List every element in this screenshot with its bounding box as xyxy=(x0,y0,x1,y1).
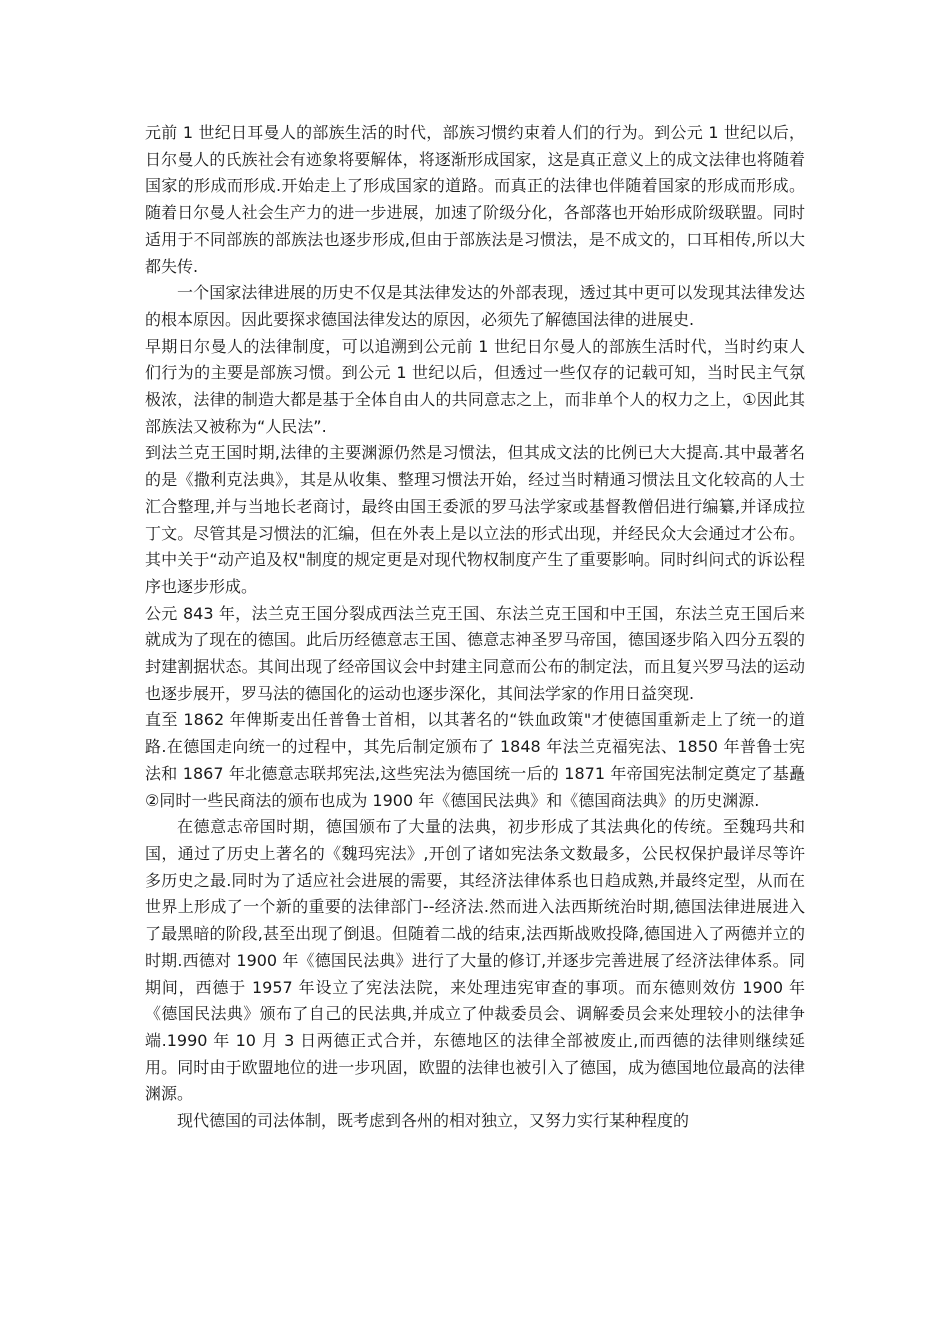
paragraph-frankish-kingdom: 到法兰克王国时期,法律的主要渊源仍然是习惯法，但其成文法的比例已大大提高.其中最著名的是《撒利克法典》，其是从收集、整理习惯法开始，经过当时精通习惯法且文化较高的人士汇合整理,并与当地长老商讨，最终由国王委派的罗马法学家或基督教僧侣进行编纂,并译成拉丁文。尽管其是习惯法的汇编，但在外表上是以立法的形式出现，并经民众大会通过才公布。其中关于“动产追及权"制度的规定更是对现代物权制度产生了重要影响。同时纠问式的诉讼程序也逐步形成。 xyxy=(145,443,805,596)
paragraph-843-division: 公元 843 年，法兰克王国分裂成西法兰克王国、东法兰克王国和中王国，东法兰克王国后来就成为了现在的德国。此后历经德意志王国、德意志神圣罗马帝国，德国逐步陷入四分五裂的封建割据状态。其间出现了经帝国议会中封建主同意而公布的制定法，而且复兴罗马法的运动也逐步展开，罗马法的德国化的运动也逐步深化，其间法学家的作用日益突现. xyxy=(145,603,805,703)
document-body xyxy=(145,120,805,1135)
paragraph-early-germanic-law: 早期日尔曼人的法律制度，可以追溯到公元前 1 世纪日尔曼人的部族生活时代，当时约束人们行为的主要是部族习惯。到公元 1 世纪以后，但透过一些仅存的记载可知，当时民主气氛极浓，法律的制造大都是基于全体自由人的共同意志之上，而非单个人的权力之上，①因此其部族法又被称为“人民法”. xyxy=(145,336,805,436)
paragraph-german-empire-period: 在德意志帝国时期，德国颁布了大量的法典，初步形成了其法典化的传统。至魏玛共和国，通过了历史上著名的《魏玛宪法》,开创了诸如宪法条文数最多，公民权保护最详尽等许多历史之最.同时为了适应社会进展的需要，其经济法律体系也日趋成熟,并最终定型，从而在世界上形成了一个新的重要的法律部门--经济法.然而进入法西斯统治时期,德国法律进展进入了最黑暗的阶段,甚至出现了倒退。但随着二战的结束,法西斯战败投降,德国进入了两德并立的时期.西德对 1900 年《德国民法典》进行了大量的修订,并逐步完善进展了经济法律体系。同期间，西德于 1957 年设立了宪法法院，来处理违宪审查的事项。而东德则效仿 1900 年《德国民法典》颁布了自己的民法典,并成立了仲裁委员会、调解委员会来处理较小的法律争端.1990 年 10 月 3 日两德正式合并，东德地区的法律全部被废止,而西德的法律则继续延用。同时由于欧盟地位的进一步巩固，欧盟的法律也被引入了德国，成为德国地位最高的法律渊源。 xyxy=(145,817,805,1104)
paragraph-modern-judicial-system: 现代德国的司法体制，既考虑到各州的相对独立，又努力实行某种程度的 xyxy=(177,1111,690,1131)
paragraph-germanic-tribal-era: 元前 1 世纪日耳曼人的部族生活的时代，部族习惯约束着人们的行为。到公元 1 世纪以后，日尔曼人的氏族社会有迹象将要解体，将逐渐形成国家，这是真正意义上的成文法律也将随着国家的形成而形成.开始走上了形成国家的道路。而真正的法律也伴随着国家的形成而形成。随着日尔曼人社会生产力的进一步进展，加速了阶级分化，各部落也开始形成阶级联盟。同时适用于不同部族的部族法也逐步形成,但由于部族法是习惯法，是不成文的，口耳相传,所以大都失传. xyxy=(145,123,805,276)
paragraph-1862-unification: 直至 1862 年俾斯麦出任普鲁士首相，以其著名的“铁血政策"才使德国重新走上了统一的道路.在德国走向统一的过程中，其先后制定颁布了 1848 年法兰克福宪法、1850 年普鲁士宪法和 1867 年北德意志联邦宪法,这些宪法为德国统一后的 1871 年帝国宪法制定奠定了基矗②同时一些民商法的颁布也成为 1900 年《德国民法典》和《德国商法典》的历史渊源. xyxy=(145,710,805,810)
paragraph-history-overview: 一个国家法律进展的历史不仅是其法律发达的外部表现，透过其中更可以发现其法律发达的根本原因。因此要探求德国法律发达的原因，必须先了解德国法律的进展史. xyxy=(145,283,805,329)
